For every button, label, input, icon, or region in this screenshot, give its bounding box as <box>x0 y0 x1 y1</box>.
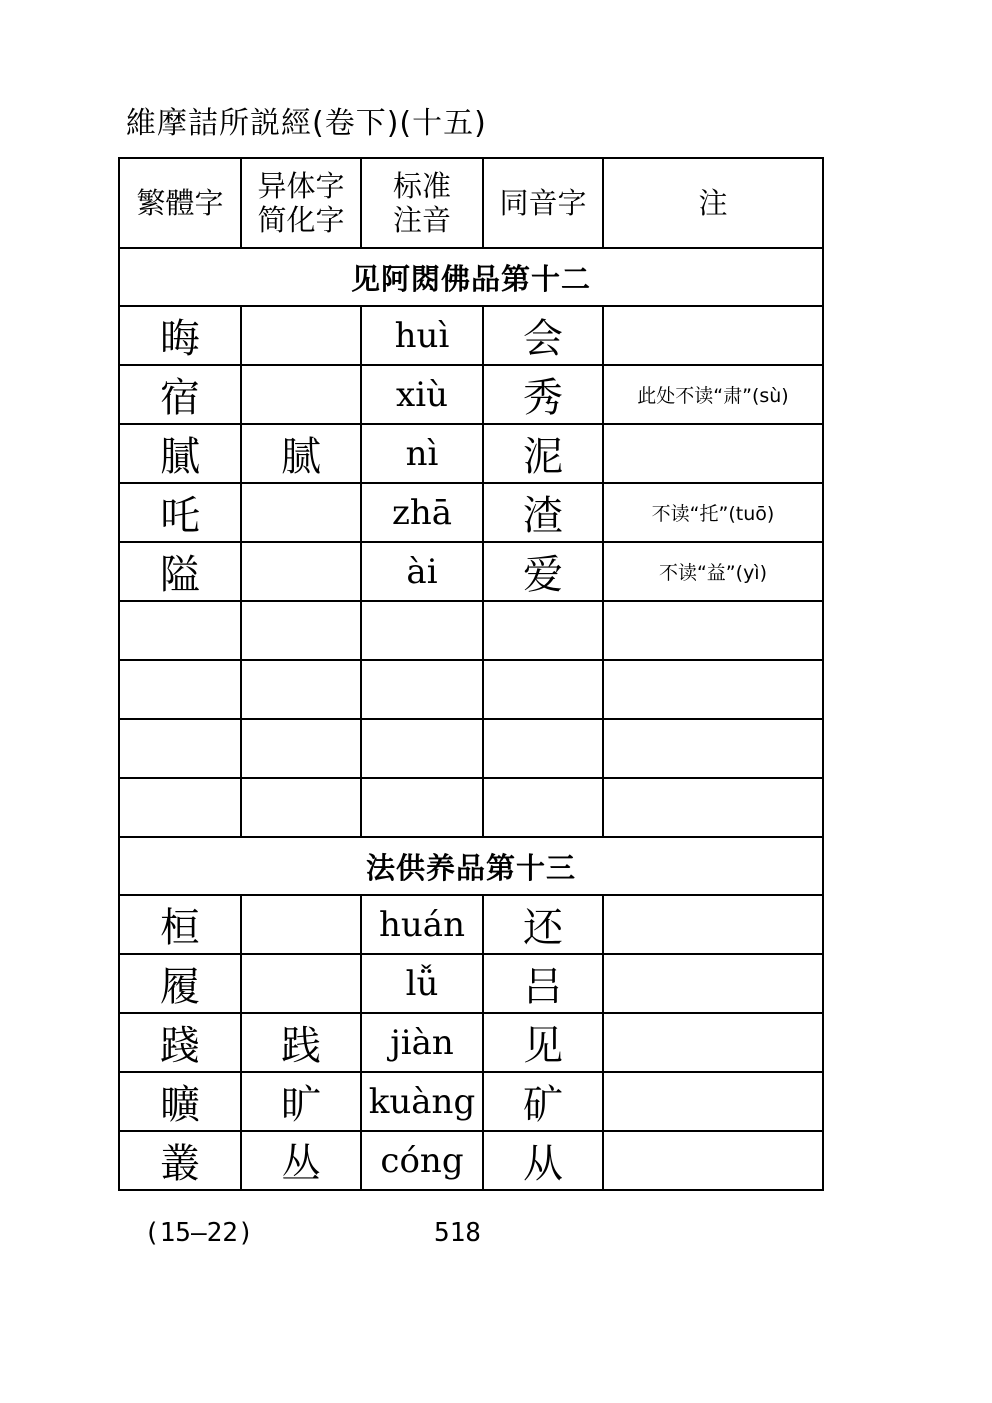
pinyin-cell: nì <box>361 424 483 483</box>
empty-row <box>119 660 823 719</box>
homophone-cell: 见 <box>483 1013 603 1072</box>
simplified-cell: 旷 <box>241 1072 361 1131</box>
note-cell: 不读“益”(yì) <box>603 542 823 601</box>
section-row <box>119 248 823 306</box>
simplified-cell <box>241 306 361 365</box>
pronunciation-table <box>118 157 824 1191</box>
pinyin-cell: zhā <box>361 483 483 542</box>
simplified-cell <box>241 365 361 424</box>
traditional-cell: 履 <box>119 954 241 1013</box>
homophone-cell: 泥 <box>483 424 603 483</box>
section-row <box>119 837 823 895</box>
traditional-cell: 晦 <box>119 306 241 365</box>
homophone-cell: 从 <box>483 1131 603 1190</box>
table-row <box>119 306 823 365</box>
header-pinyin-line1: 标准 <box>392 169 451 203</box>
homophone-cell: 渣 <box>483 483 603 542</box>
empty-cell <box>483 719 603 778</box>
traditional-cell: 膩 <box>119 424 241 483</box>
page-title: 維摩詰所説經(卷下)(十五) <box>126 106 487 141</box>
note-cell <box>603 1072 823 1131</box>
header-pinyin-line2: 注音 <box>392 203 451 237</box>
note-cell <box>603 895 823 954</box>
homophone-cell: 吕 <box>483 954 603 1013</box>
traditional-cell: 隘 <box>119 542 241 601</box>
pinyin-cell: huì <box>361 306 483 365</box>
simplified-cell <box>241 954 361 1013</box>
empty-cell <box>603 719 823 778</box>
empty-row <box>119 601 823 660</box>
note-cell: 此处不读“肃”(sù) <box>603 365 823 424</box>
table-row <box>119 895 823 954</box>
footer-code: (15—22) <box>144 1218 254 1248</box>
header-variant <box>241 158 361 248</box>
empty-cell <box>483 601 603 660</box>
pinyin-cell: cóng <box>361 1131 483 1190</box>
pinyin-cell: lǚ <box>361 954 483 1013</box>
simplified-cell <box>241 542 361 601</box>
simplified-cell: 丛 <box>241 1131 361 1190</box>
empty-cell <box>119 778 241 837</box>
pinyin-cell: ài <box>361 542 483 601</box>
note-cell <box>603 1013 823 1072</box>
header-pinyin <box>361 158 483 248</box>
simplified-cell <box>241 895 361 954</box>
pinyin-cell: kuàng <box>361 1072 483 1131</box>
traditional-cell: 宿 <box>119 365 241 424</box>
empty-cell <box>361 778 483 837</box>
header-traditional: 繁體字 <box>119 158 241 248</box>
table-row <box>119 365 823 424</box>
empty-cell <box>603 660 823 719</box>
pinyin-cell: huán <box>361 895 483 954</box>
pinyin-cell: jiàn <box>361 1013 483 1072</box>
note-cell: 不读“托”(tuō) <box>603 483 823 542</box>
header-variant-line2: 简化字 <box>257 203 345 237</box>
header-variant-line1: 异体字 <box>257 169 345 203</box>
section-title: 法供养品第十三 <box>119 837 823 895</box>
homophone-cell: 会 <box>483 306 603 365</box>
table-row <box>119 954 823 1013</box>
empty-cell <box>483 778 603 837</box>
note-cell <box>603 424 823 483</box>
traditional-cell: 吒 <box>119 483 241 542</box>
traditional-cell: 踐 <box>119 1013 241 1072</box>
empty-cell <box>119 719 241 778</box>
homophone-cell: 秀 <box>483 365 603 424</box>
table-row <box>119 542 823 601</box>
empty-row <box>119 778 823 837</box>
section-title: 见阿閦佛品第十二 <box>119 248 823 306</box>
header-homophone: 同音字 <box>483 158 603 248</box>
empty-cell <box>241 719 361 778</box>
header-row <box>119 158 823 248</box>
pinyin-cell: xiù <box>361 365 483 424</box>
note-cell <box>603 1131 823 1190</box>
simplified-cell <box>241 483 361 542</box>
note-cell <box>603 306 823 365</box>
empty-cell <box>119 660 241 719</box>
homophone-cell: 还 <box>483 895 603 954</box>
simplified-cell: 腻 <box>241 424 361 483</box>
simplified-cell: 践 <box>241 1013 361 1072</box>
traditional-cell: 叢 <box>119 1131 241 1190</box>
page-number: 518 <box>434 1218 481 1248</box>
empty-cell <box>361 719 483 778</box>
traditional-cell: 桓 <box>119 895 241 954</box>
empty-cell <box>603 778 823 837</box>
table-row <box>119 1131 823 1190</box>
table-row <box>119 424 823 483</box>
empty-row <box>119 719 823 778</box>
empty-cell <box>119 601 241 660</box>
empty-cell <box>603 601 823 660</box>
empty-cell <box>361 601 483 660</box>
empty-cell <box>361 660 483 719</box>
homophone-cell: 矿 <box>483 1072 603 1131</box>
table-row <box>119 483 823 542</box>
homophone-cell: 爱 <box>483 542 603 601</box>
empty-cell <box>241 660 361 719</box>
header-note: 注 <box>603 158 823 248</box>
traditional-cell: 曠 <box>119 1072 241 1131</box>
table-row <box>119 1013 823 1072</box>
empty-cell <box>483 660 603 719</box>
note-cell <box>603 954 823 1013</box>
empty-cell <box>241 601 361 660</box>
empty-cell <box>241 778 361 837</box>
table-row <box>119 1072 823 1131</box>
